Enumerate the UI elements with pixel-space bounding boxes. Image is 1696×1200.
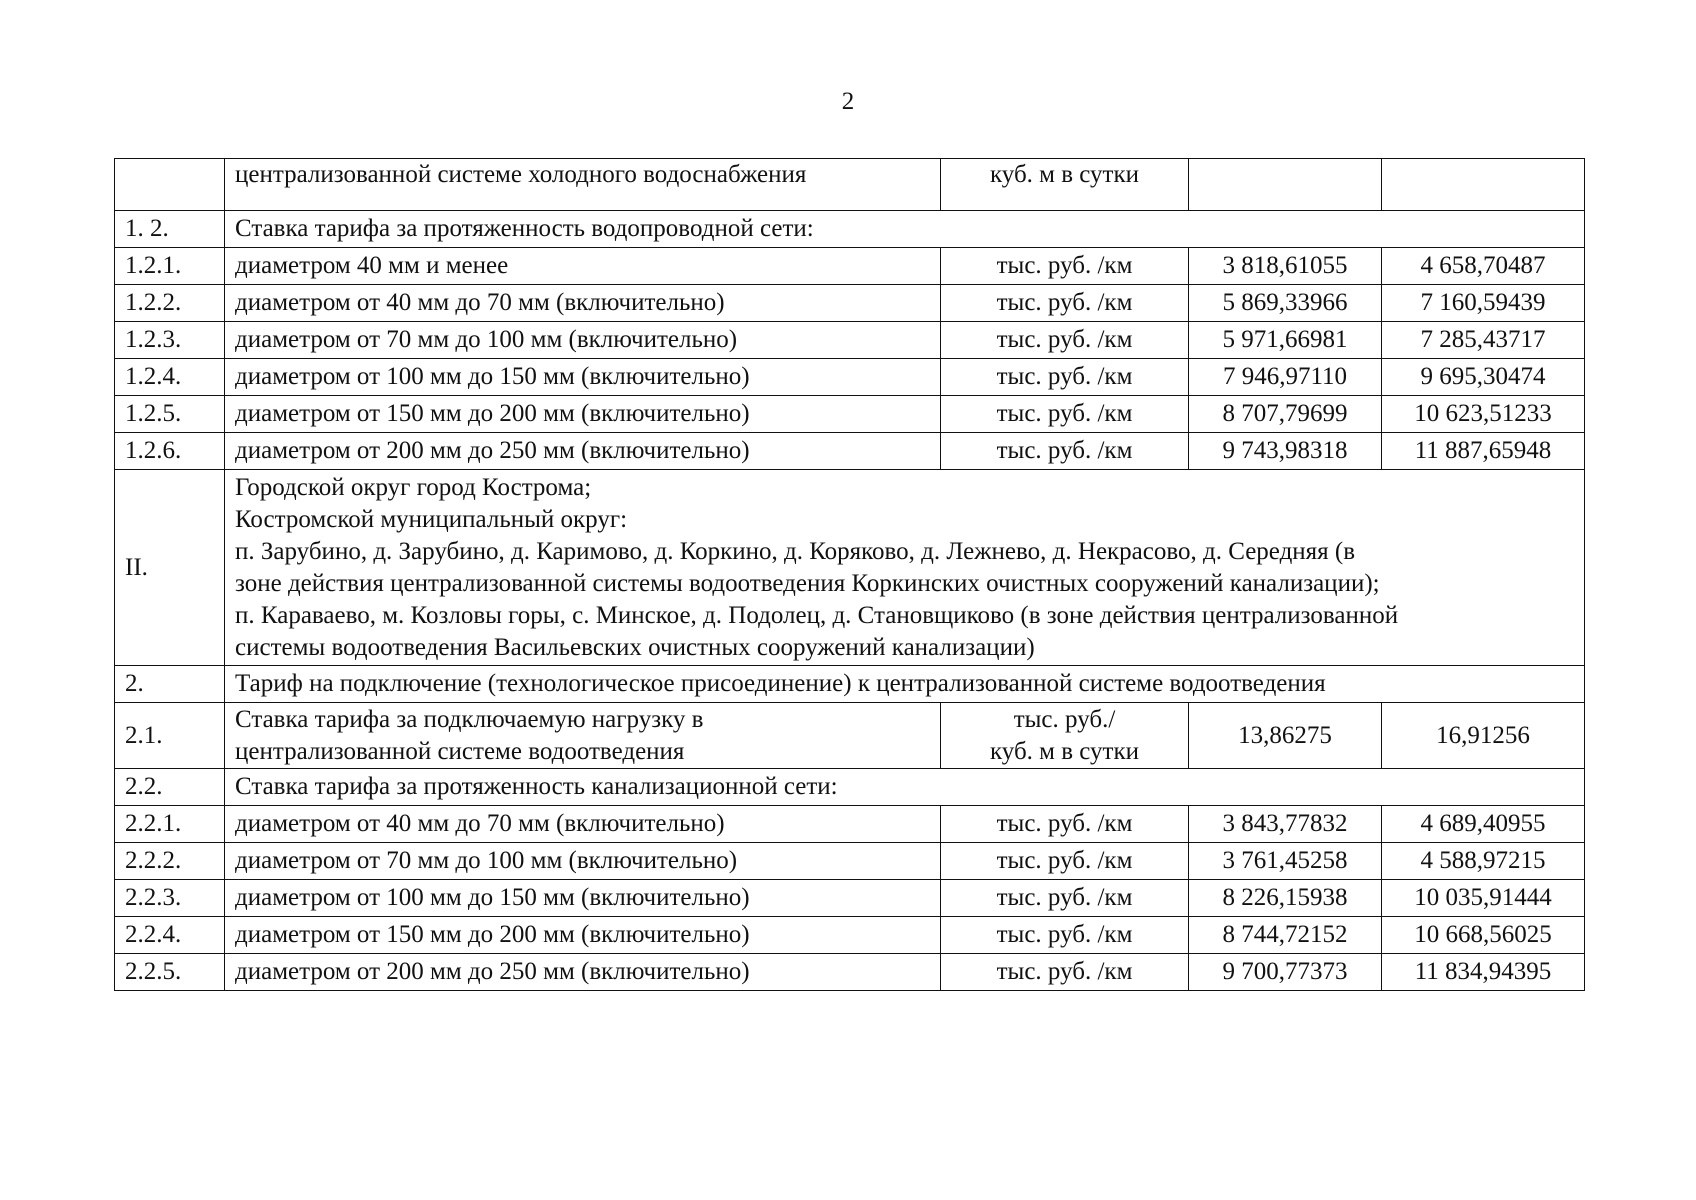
row-unit: тыс. руб. /км — [941, 917, 1189, 954]
row-value-1: 7 946,97110 — [1189, 359, 1382, 396]
tariff-table — [114, 158, 1585, 991]
row-description-cell — [225, 159, 941, 211]
row-description: диаметром от 40 мм до 70 мм (включительно) — [225, 806, 941, 843]
row-value-2: 4 588,97215 — [1382, 843, 1585, 880]
row-description: диаметром 40 мм и менее — [225, 248, 941, 285]
row-unit: тыс. руб. /км — [941, 880, 1189, 917]
row-description: диаметром от 70 мм до 100 мм (включительно) — [225, 843, 941, 880]
row-value-1: 3 818,61055 — [1189, 248, 1382, 285]
row-description: диаметром от 200 мм до 250 мм (включительно) — [225, 954, 941, 991]
row-value-2: 7 160,59439 — [1382, 285, 1585, 322]
zone-line: зоне действия централизованной системы водоотведения Коркинских очистных сооружений канализации); — [235, 569, 1380, 597]
row-number: 2.2.4. — [115, 917, 225, 954]
row-description: диаметром от 150 мм до 200 мм (включительно) — [225, 396, 941, 433]
value-cell-2 — [1382, 159, 1585, 211]
section-title: Ставка тарифа за протяженность канализационной сети: — [225, 769, 1585, 806]
table-row — [115, 843, 1585, 880]
row-unit: куб. м в сутки — [989, 161, 1140, 188]
row-value-2: 10 668,56025 — [1382, 917, 1585, 954]
row-value-1: 8 744,72152 — [1189, 917, 1382, 954]
row-value-2: 10 035,91444 — [1382, 880, 1585, 917]
row-number: 2.2. — [115, 769, 225, 806]
section-header-row — [115, 769, 1585, 806]
row-unit: тыс. руб. /км — [941, 396, 1189, 433]
zone-row — [115, 470, 1585, 666]
row-number: 1.2.1. — [115, 248, 225, 285]
value-cell-1 — [1189, 159, 1382, 211]
row-value-1: 9 743,98318 — [1189, 433, 1382, 470]
row-number-cell — [115, 159, 225, 211]
row-number: 1.2.6. — [115, 433, 225, 470]
row-unit-line: тыс. руб./ — [1013, 705, 1116, 733]
row-value-2: 9 695,30474 — [1382, 359, 1585, 396]
row-unit: тыс. руб. /км — [941, 806, 1189, 843]
row-number: 2.2.3. — [115, 880, 225, 917]
row-value-1: 8 707,79699 — [1189, 396, 1382, 433]
row-number: 2.2.5. — [115, 954, 225, 991]
row-value-1: 5 869,33966 — [1189, 285, 1382, 322]
table-row — [115, 159, 1585, 211]
row-number: 2. — [115, 666, 225, 703]
table-row — [115, 433, 1585, 470]
zone-line: Костромской муниципальный округ: — [235, 505, 628, 533]
section-header-row — [115, 211, 1585, 248]
table-row — [115, 285, 1585, 322]
row-unit-cell — [941, 159, 1189, 211]
row-number: 1.2.4. — [115, 359, 225, 396]
row-description-line: централизованной системе водоотведения — [235, 737, 685, 765]
row-description — [225, 703, 941, 769]
row-value-2: 11 834,94395 — [1382, 954, 1585, 991]
row-value-1: 9 700,77373 — [1189, 954, 1382, 991]
row-description: диаметром от 40 мм до 70 мм (включительно) — [225, 285, 941, 322]
table-row — [115, 359, 1585, 396]
zone-line: п. Караваево, м. Козловы горы, с. Минское, д. Подолец, д. Становщиково (в зоне действия централизованной — [235, 601, 1399, 629]
table-row — [115, 703, 1585, 769]
section-header-row — [115, 666, 1585, 703]
row-value-2: 16,91256 — [1382, 703, 1585, 769]
zone-line: Городской округ город Кострома; — [235, 473, 592, 501]
row-number: 1.2.2. — [115, 285, 225, 322]
table-row — [115, 322, 1585, 359]
row-value-1: 3 843,77832 — [1189, 806, 1382, 843]
row-description: централизованной системе холодного водоснабжения — [235, 161, 807, 188]
row-value-2: 4 658,70487 — [1382, 248, 1585, 285]
zone-line: п. Зарубино, д. Зарубино, д. Каримово, д. Коркино, д. Коряково, д. Лежнево, д. Некрасово, д. Середняя (в — [235, 537, 1356, 565]
row-unit — [941, 703, 1189, 769]
row-unit: тыс. руб. /км — [941, 843, 1189, 880]
row-unit: тыс. руб. /км — [941, 248, 1189, 285]
row-value-1: 13,86275 — [1189, 703, 1382, 769]
row-number: II. — [115, 470, 225, 666]
table-row — [115, 806, 1585, 843]
row-description: диаметром от 100 мм до 150 мм (включительно) — [225, 359, 941, 396]
row-number: 2.2.2. — [115, 843, 225, 880]
row-number: 2.1. — [115, 703, 225, 769]
row-value-1: 5 971,66981 — [1189, 322, 1382, 359]
section-title: Тариф на подключение (технологическое присоединение) к централизованной системе водоотведения — [225, 666, 1585, 703]
row-unit: тыс. руб. /км — [941, 285, 1189, 322]
table-row — [115, 880, 1585, 917]
page-number: 2 — [841, 88, 855, 115]
row-value-2: 4 689,40955 — [1382, 806, 1585, 843]
row-unit: тыс. руб. /км — [941, 359, 1189, 396]
row-value-2: 11 887,65948 — [1382, 433, 1585, 470]
row-number: 1.2.3. — [115, 322, 225, 359]
row-description: диаметром от 200 мм до 250 мм (включительно) — [225, 433, 941, 470]
table-row — [115, 917, 1585, 954]
table-row — [115, 396, 1585, 433]
table-row — [115, 248, 1585, 285]
row-unit: тыс. руб. /км — [941, 433, 1189, 470]
row-number: 1.2.5. — [115, 396, 225, 433]
row-number: 2.2.1. — [115, 806, 225, 843]
table-row — [115, 954, 1585, 991]
zone-description — [225, 470, 1585, 666]
row-unit: тыс. руб. /км — [941, 954, 1189, 991]
row-value-2: 10 623,51233 — [1382, 396, 1585, 433]
row-description: диаметром от 100 мм до 150 мм (включительно) — [225, 880, 941, 917]
row-description: диаметром от 70 мм до 100 мм (включительно) — [225, 322, 941, 359]
row-description: диаметром от 150 мм до 200 мм (включительно) — [225, 917, 941, 954]
row-unit: тыс. руб. /км — [941, 322, 1189, 359]
row-description-line: Ставка тарифа за подключаемую нагрузку в — [235, 705, 704, 733]
row-value-1: 8 226,15938 — [1189, 880, 1382, 917]
row-value-1: 3 761,45258 — [1189, 843, 1382, 880]
section-title: Ставка тарифа за протяженность водопроводной сети: — [225, 211, 1585, 248]
row-unit-line: куб. м в сутки — [989, 737, 1140, 765]
row-number: 1. 2. — [115, 211, 225, 248]
row-value-2: 7 285,43717 — [1382, 322, 1585, 359]
zone-line: системы водоотведения Васильевских очистных сооружений канализации) — [235, 633, 1035, 661]
